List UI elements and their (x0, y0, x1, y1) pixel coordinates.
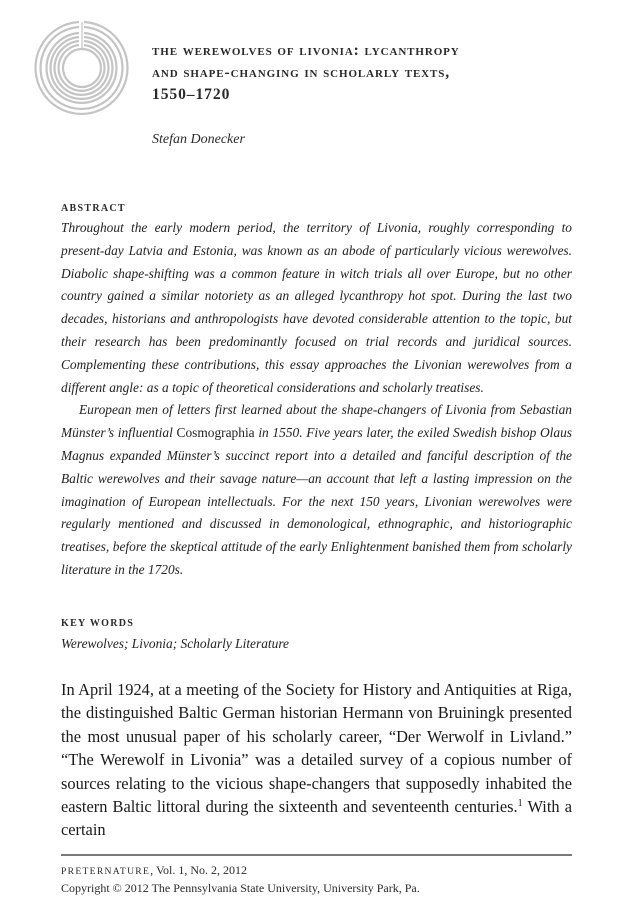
copyright-notice: Copyright © 2012 The Pennsylvania State University, University Park, Pa. (61, 881, 420, 895)
author-name: Stefan Donecker (152, 132, 245, 147)
abstract-paragraph-2-end: in 1550. Five years later, the exiled Swedish bishop Olaus Magnus expanded Münster’s succinct report into a detailed and fanciful description of the Baltic werewolves and their savage nature—an account that left a lasting impression on the imagination of European intellectuals. For the next 150 years, Livonian werewolves were regularly mentioned and discussed in demonological, ethnographic, and historiographic treatises, before the skeptical attitude of the early Enlightenment banished them from scholarly literature in the 1720s. (61, 425, 572, 577)
citation-details: , Vol. 1, No. 2, 2012 (150, 863, 248, 877)
title-line-3: 1550–1720 (152, 86, 231, 103)
footer-divider (61, 854, 572, 856)
body-text-start: In April 1924, at a meeting of the Society for History and Antiquities at Riga, the distinguished Baltic German historian Hermann von Bruiningk presented the most unusual paper of his scholarly career, “Der Werwolf in Livland.” “The Werewolf in Livonia” was a detailed survey of a copious number of sources relating to the vicious shape-changers that supposedly inhabited the eastern Baltic littoral during the sixteenth and seventeenth centuries. (61, 680, 572, 817)
page-footer (61, 862, 420, 896)
article-title (152, 40, 612, 106)
footnote-marker[interactable]: 1 (517, 798, 523, 810)
keywords-value: Werewolves; Livonia; Scholarly Literature (61, 636, 289, 651)
keywords-label: KEY WORDS (61, 618, 135, 629)
abstract-paragraph-2 (61, 399, 572, 581)
abstract-label: ABSTRACT (61, 203, 126, 214)
title-line-2: and shape-changing in scholarly texts, (152, 64, 451, 81)
journal-citation (61, 862, 420, 880)
title-line-1: the werewolves of livonia: lycanthropy (152, 42, 460, 59)
journal-name: PRETERNATURE (61, 866, 151, 877)
body-text (61, 678, 572, 842)
body-text-end: With a certain (61, 797, 572, 840)
book-title-cosmographia: Cosmographia (176, 425, 255, 441)
abstract-paragraph-2-start: European men of letters first learned about the shape-changers of Livonia from Sebastian Münster’s influential (61, 402, 572, 441)
abstract-text (61, 217, 572, 582)
body-paragraph (61, 678, 572, 842)
journal-logo-icon (32, 18, 132, 118)
abstract-paragraph-1: Throughout the early modern period, the territory of Livonia, roughly corresponding to present-day Latvia and Estonia, was known as an abode of particularly vicious werewolves. Diabolic shape-shifting was a common feature in witch trials all over Europe, but no other country gained a similar notoriety as an alleged lycanthropy hot spot. During the last two decades, historians and anthropologists have devoted considerable attention to the topic, but their research has been predominantly focused on trial records and juridical sources. Complementing these contributions, this essay approaches the Livonian werewolves from a different angle: as a topic of theoretical considerations and scholarly treatises. (61, 220, 572, 395)
